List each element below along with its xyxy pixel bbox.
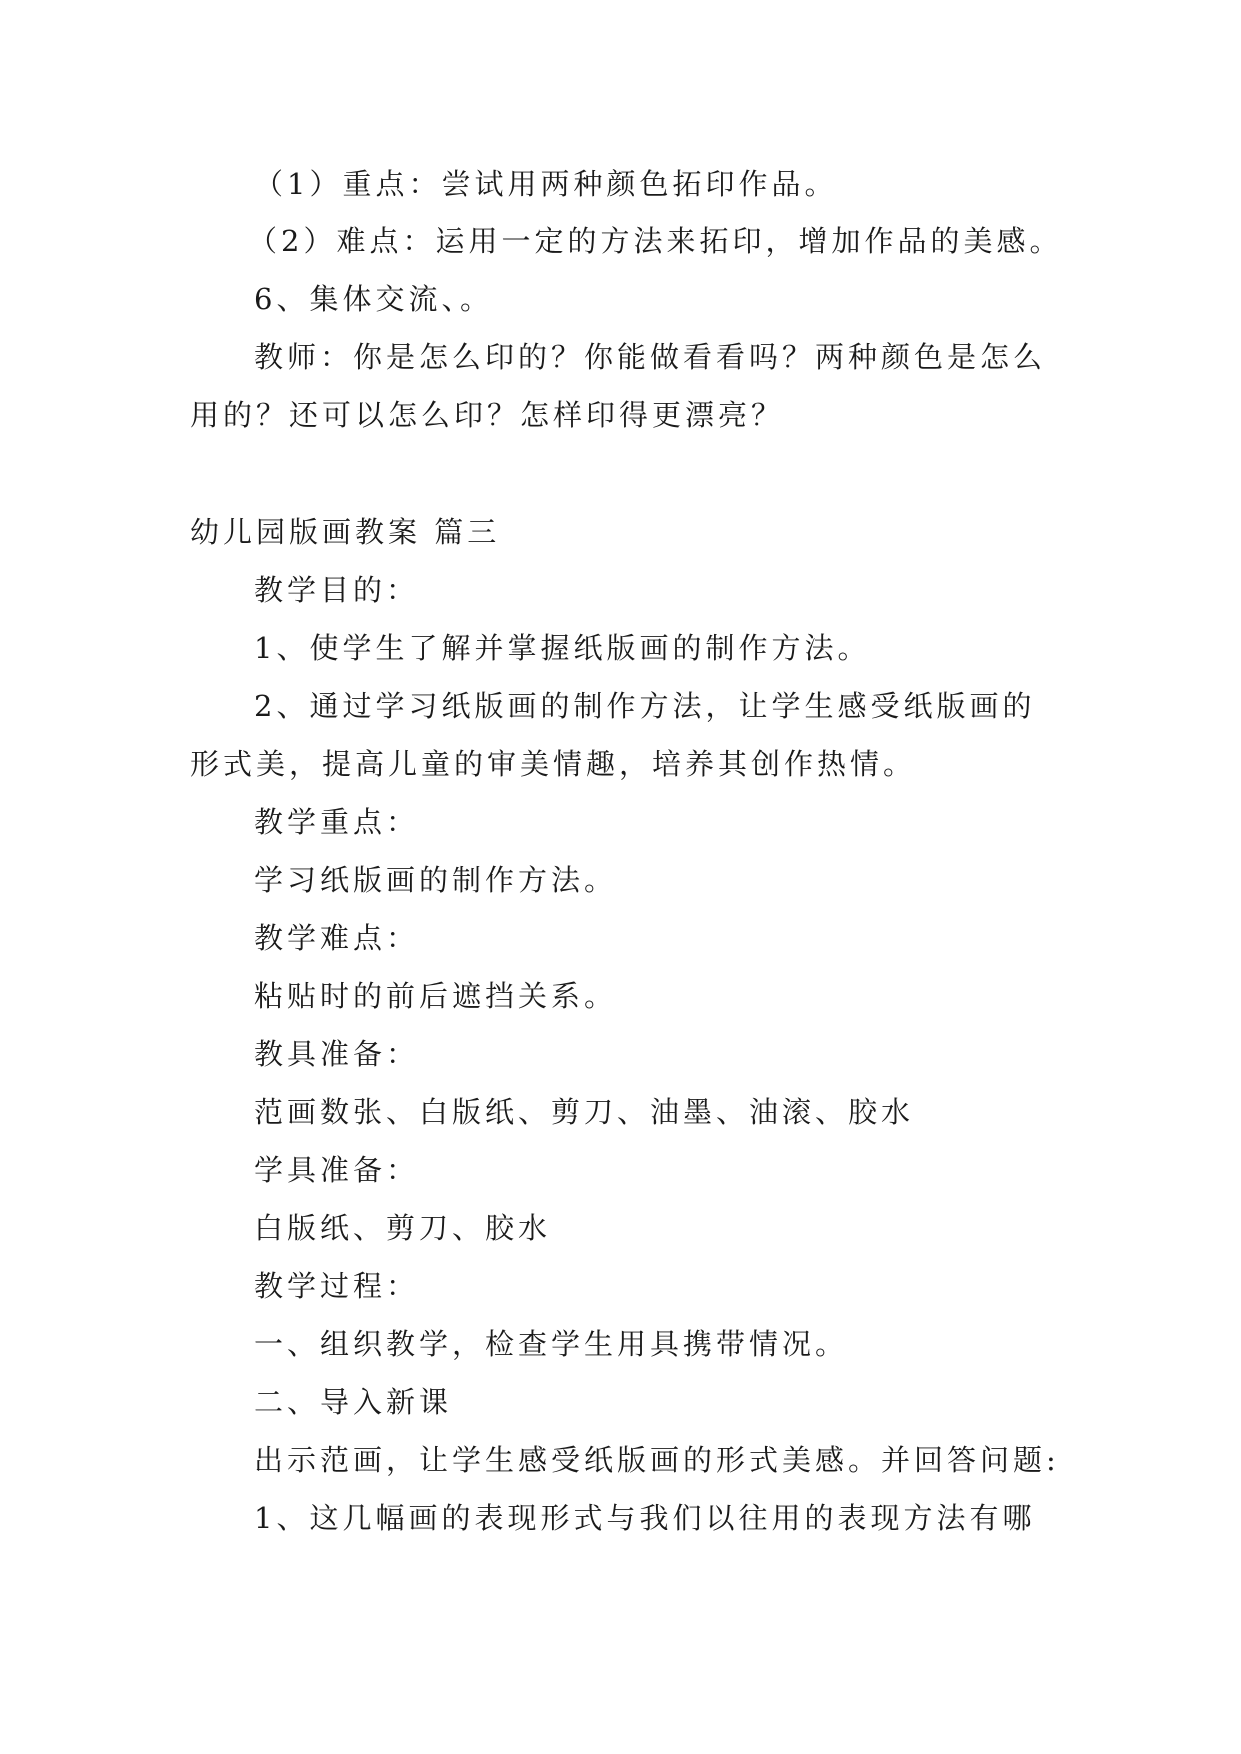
- teaching-objective-label: 教学目的：: [254, 573, 420, 607]
- teaching-focus-label: 教学重点：: [254, 805, 420, 839]
- teacher-materials-text: 范画数张、白版纸、剪刀、油墨、油滚、胶水: [254, 1095, 915, 1129]
- teaching-difficulty-label: 教学难点：: [254, 921, 420, 955]
- teaching-process-label: 教学过程：: [254, 1269, 420, 1303]
- paragraph-step-6: 6、集体交流、。: [254, 282, 493, 316]
- question-1: 1、这几幅画的表现形式与我们以往用的表现方法有哪: [254, 1501, 1036, 1535]
- section-heading: 幼儿园版画教案 篇三: [190, 515, 501, 549]
- teaching-focus-text: 学习纸版画的制作方法。: [254, 863, 618, 897]
- teacher-materials-label: 教具准备：: [254, 1037, 420, 1071]
- process-step-2-detail: 出示范画，让学生感受纸版画的形式美感。并回答问题:: [254, 1443, 1060, 1477]
- process-step-2: 二、导入新课: [254, 1385, 453, 1419]
- objective-1: 1、使学生了解并掌握纸版画的制作方法。: [254, 631, 871, 665]
- student-materials-label: 学具准备：: [254, 1153, 420, 1187]
- paragraph-difficult-point: （2）难点：运用一定的方法来拓印，增加作品的美感。: [248, 224, 1063, 258]
- teaching-difficulty-text: 粘贴时的前后遮挡关系。: [254, 979, 618, 1013]
- objective-2-line-1: 2、通过学习纸版画的制作方法，让学生感受纸版画的: [254, 689, 1036, 723]
- paragraph-teacher-questions-line-1: 教师：你是怎么印的？你能做看看吗？两种颜色是怎么: [254, 340, 1047, 374]
- paragraph-teacher-questions-line-2: 用的？还可以怎么印？怎样印得更漂亮？: [190, 398, 785, 432]
- paragraph-key-point: （1）重点：尝试用两种颜色拓印作品。: [254, 167, 838, 201]
- student-materials-text: 白版纸、剪刀、胶水: [254, 1211, 552, 1245]
- objective-2-line-2: 形式美，提高儿童的审美情趣，培养其创作热情。: [190, 747, 917, 781]
- process-step-1: 一、组织教学，检查学生用具携带情况。: [254, 1327, 849, 1361]
